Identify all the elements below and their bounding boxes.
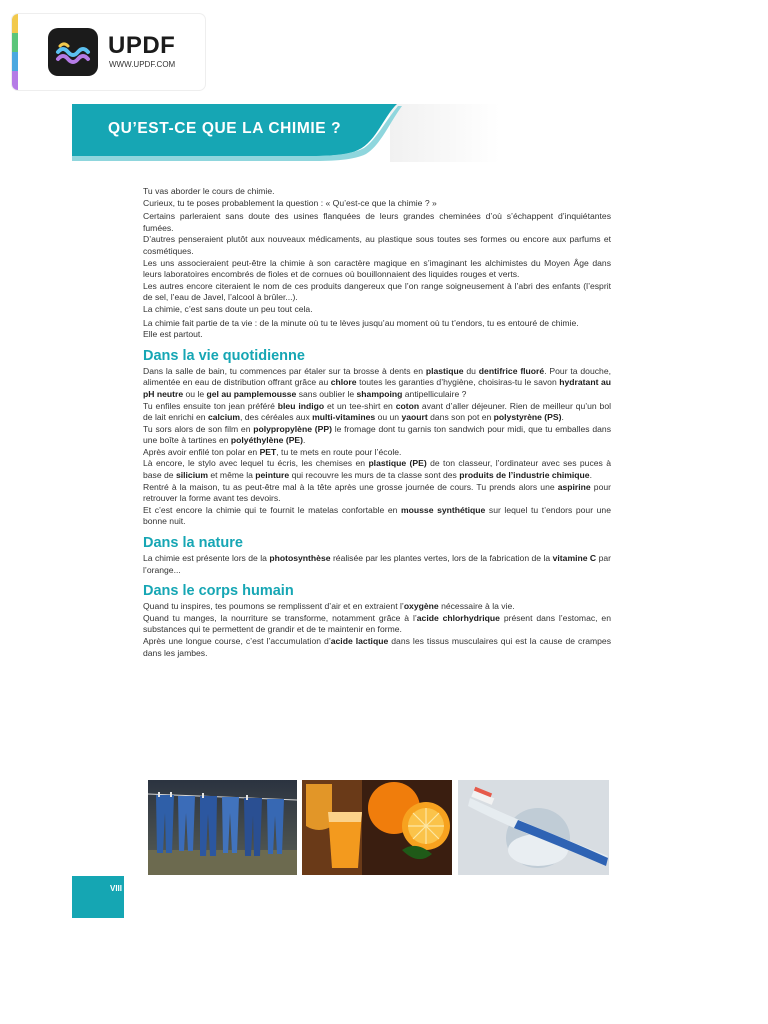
bold-term: bleu indigo bbox=[277, 400, 325, 411]
bold-term: acide lactique bbox=[330, 636, 389, 646]
text-run: et un tee-shirt en bbox=[324, 400, 396, 411]
text-run: Après une longue course, c’est l’accumulation d’ bbox=[143, 636, 331, 646]
intro-paragraph: La chimie fait partie de ta vie : de la minute où tu te lèves jusqu’au moment où tu t’endors, tu es entouré de chimie. bbox=[143, 317, 579, 328]
text-run: . Pour ta douche, alimentée en eau de distribution offrant grâce au bbox=[143, 365, 611, 388]
text-run: Tu enfiles ensuite ton jean préféré bbox=[143, 400, 278, 411]
intro-paragraph: Curieux, tu te poses probablement la question : « Qu’est-ce que la chimie ? » bbox=[143, 197, 437, 208]
banner-fade bbox=[390, 104, 500, 162]
text-run: Dans la salle de bain, tu commences par étaler sur ta brosse à dents en bbox=[143, 365, 426, 376]
strip-green bbox=[12, 33, 18, 52]
text-run: avant d’aller déjeuner. Rien de meilleur qu’un bol de lait enrichi en bbox=[143, 400, 612, 423]
text-run: le fromage dont tu garnis ton sandwich pour midi, que tu emballes dans une boîte à tartines en bbox=[143, 423, 612, 446]
bold-term: shampoing bbox=[356, 388, 403, 399]
bold-term: oxygène bbox=[403, 601, 439, 612]
intro-paragraph: Elle est partout. bbox=[143, 329, 203, 340]
text-run: et même la bbox=[207, 470, 256, 481]
intro-paragraph: Les uns associeraient peut-être la chimie à son caractère magique en s’imaginant les alchimistes du Moyen Âge dans leurs laboratoires encombrés de fioles et de cornues où bouillonnaient des liquides rouges et verts. bbox=[143, 257, 611, 280]
text-run: dans son pot en bbox=[427, 412, 494, 423]
bold-term: vitamine C bbox=[552, 553, 597, 564]
intro-paragraph: La chimie, c’est sans doute un peu tout cela. bbox=[143, 303, 313, 314]
heading-human-body: Dans le corps humain bbox=[143, 583, 294, 600]
paragraph bbox=[143, 636, 611, 659]
text-run: Tu sors alors de son film en bbox=[143, 423, 254, 434]
watermark-color-strip bbox=[12, 14, 18, 90]
paragraph bbox=[143, 482, 611, 505]
bold-term: polystyrène (PS) bbox=[493, 412, 562, 423]
text-run: , tu te mets en route pour l’école. bbox=[276, 446, 402, 457]
paragraph bbox=[143, 366, 611, 401]
text-run: du bbox=[463, 365, 479, 376]
heading-nature: Dans la nature bbox=[143, 535, 243, 552]
bold-term: yaourt bbox=[401, 412, 428, 423]
text-run: . bbox=[589, 470, 592, 481]
bold-term: aspirine bbox=[557, 481, 591, 492]
paragraph bbox=[143, 447, 611, 459]
text-run: sur lequel tu t’endors pour une bonne nuit. bbox=[143, 504, 611, 527]
bold-term: polypropylène (PP) bbox=[253, 423, 332, 434]
text-run: Quand tu manges, la nourriture se transforme, notamment grâce à l’ bbox=[143, 612, 417, 623]
bold-term: silicium bbox=[175, 470, 208, 481]
text-run: de ton classeur, l’ordinateur avec ses puces à base de bbox=[143, 458, 611, 481]
intro-paragraphs bbox=[143, 186, 611, 341]
intro-paragraph: Les autres encore citeraient le nom de ces produits dangereux que l’on range soigneusement à l’abri des enfants (l’esprit de sel, l’eau de Javel, l’alcool à brûler...). bbox=[143, 280, 611, 303]
text-run: réalisée par les plantes vertes, lors de la fabrication de la bbox=[330, 553, 553, 564]
bold-term: mousse synthétique bbox=[401, 504, 486, 515]
bold-term: photosynthèse bbox=[269, 553, 331, 564]
updf-watermark bbox=[12, 14, 205, 90]
text-run: . bbox=[303, 435, 306, 446]
text-run: antipelliculaire ? bbox=[402, 388, 467, 399]
paragraph bbox=[143, 424, 611, 447]
text-run: Là encore, le stylo avec lequel tu écris, les chemises en bbox=[143, 458, 369, 469]
strip-purple bbox=[12, 71, 18, 90]
page-title: QU’EST-CE QUE LA CHIMIE ? bbox=[108, 120, 342, 137]
bold-term: produits de l’industrie chimique bbox=[459, 470, 590, 481]
text-run: dans les tissus musculaires qui est la cause de crampes dans les jambes. bbox=[143, 636, 611, 658]
paragraph bbox=[143, 401, 611, 424]
text-run: La chimie est présente lors de la bbox=[143, 553, 270, 564]
watermark-name: UPDF bbox=[108, 32, 176, 59]
text-run: ou un bbox=[375, 412, 402, 423]
intro-paragraph: D’autres penseraient plutôt aux nouveaux médicaments, au plastique sous toutes ses formes ou encore aux parfums et cosmétiques. bbox=[143, 234, 611, 256]
bold-term: plastique bbox=[425, 365, 464, 376]
text-run: . bbox=[561, 412, 564, 423]
text-run: , des céréales aux bbox=[240, 412, 313, 423]
paragraph bbox=[143, 601, 611, 613]
bold-term: hydratant au pH neutre bbox=[143, 377, 611, 399]
paragraph bbox=[143, 613, 611, 636]
intro-paragraph: Tu vas aborder le cours de chimie. bbox=[143, 186, 275, 196]
text-run: Quand tu inspires, tes poumons se remplissent d’air et en extraient l’ bbox=[143, 601, 404, 612]
heading-daily-life: Dans la vie quotidienne bbox=[143, 347, 305, 364]
text-run: sans oublier le bbox=[296, 388, 357, 399]
text-run: nécessaire à la vie. bbox=[438, 601, 515, 612]
photo-orange-juice bbox=[302, 780, 452, 875]
paragraph bbox=[143, 505, 611, 528]
bold-term: gel au pamplemousse bbox=[206, 388, 297, 399]
photo-jeans bbox=[148, 780, 297, 875]
bold-term: chlore bbox=[330, 377, 357, 388]
strip-blue bbox=[12, 52, 18, 71]
text-run: Rentré à la maison, tu as peut-être mal à la tête après une grosse journée de cours. Tu prends alors une bbox=[143, 481, 558, 492]
bold-term: acide chlorhydrique bbox=[416, 612, 500, 623]
bold-term: coton bbox=[395, 400, 420, 411]
page-number-tab bbox=[72, 876, 124, 918]
text-run: pour retrouver la forme avant tes devoirs. bbox=[143, 481, 611, 504]
strip-yellow bbox=[12, 14, 18, 33]
bold-term: calcium bbox=[207, 412, 240, 423]
paragraph bbox=[143, 553, 611, 576]
bold-term: polyéthylène (PE) bbox=[230, 435, 304, 446]
photo-toothbrush bbox=[458, 780, 609, 875]
article-body bbox=[143, 186, 611, 659]
bold-term: multi-vitamines bbox=[312, 412, 376, 423]
intro-paragraph: Certains parleraient sans doute des usines flanquées de leurs grandes cheminées d’où s’échappent d’inquiétantes fumées. bbox=[143, 211, 611, 233]
text-run: Après avoir enfilé ton polar en bbox=[143, 446, 260, 457]
bold-term: plastique (PE) bbox=[368, 458, 427, 469]
paragraph bbox=[143, 458, 611, 481]
text-run: qui recouvre les murs de ta classe sont des bbox=[289, 470, 460, 481]
text-run: par l’orange... bbox=[143, 553, 611, 575]
text-run: Et c’est encore la chimie qui te fournit le matelas confortable en bbox=[143, 504, 402, 515]
text-run: toutes les garanties d’hygiène, choisiras-tu le savon bbox=[356, 377, 560, 388]
bold-term: dentifrice fluoré bbox=[478, 365, 545, 376]
watermark-url: WWW.UPDF.COM bbox=[109, 60, 176, 69]
text-run: ou le bbox=[183, 388, 207, 399]
updf-logo-icon bbox=[48, 28, 98, 76]
page-number: VIII bbox=[110, 884, 123, 893]
text-run: présent dans l’estomac, en substances qui te permettent de grandir et de te maintenir en forme. bbox=[143, 612, 611, 635]
bold-term: peinture bbox=[255, 470, 290, 481]
bold-term: PET bbox=[259, 446, 277, 457]
